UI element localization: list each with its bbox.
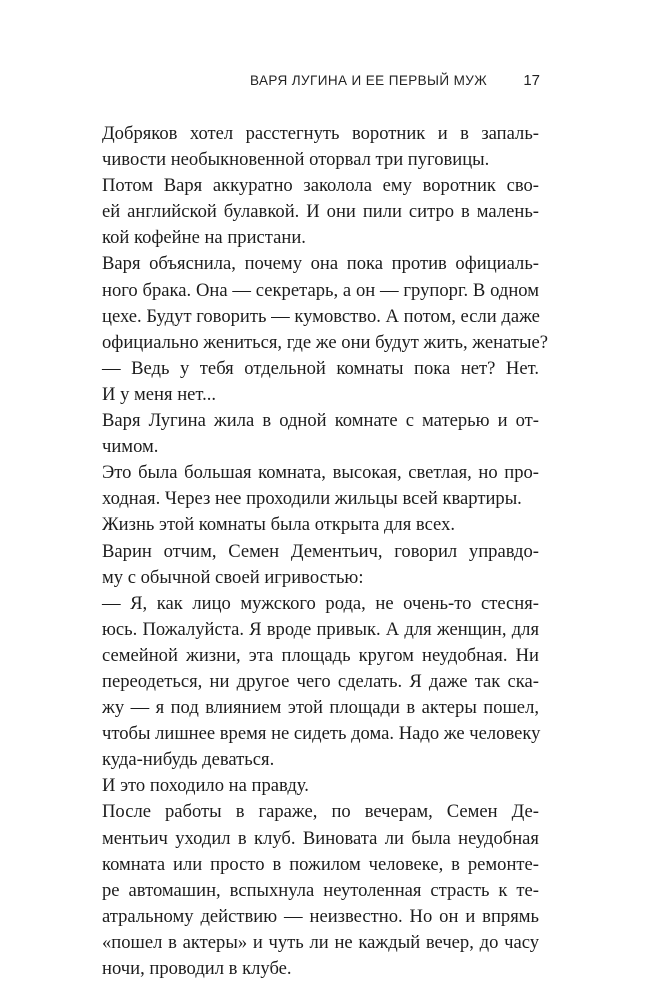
text-line: Потом Варя аккуратно заколола ему воротник сво- [102,175,539,197]
text-line: жу — я под влиянием этой площади в актеры пошел, [102,697,539,719]
text-line: комната или просто в пожилом человеке, в ремонте- [102,853,539,875]
text-line: Варя Лугина жила в одной комнате с матерью и от- [102,410,539,432]
text-line: куда-нибудь деваться. [102,749,275,771]
body-text [102,121,548,982]
text-line: семейной жизни, эта площадь кругом неудобная. Ни [102,644,539,666]
text-line: ментьич уходил в клуб. Виновата ли была неудобная [102,827,539,849]
text-line: му с обычной своей игривостью: [102,566,364,588]
text-line: ночи, проводил в клубе. [102,958,292,979]
text-line: атральному действию — неизвестно. Но он и впрямь [102,905,539,927]
text-line: — Ведь у тебя отдельной комнаты пока нет? Нет. [102,357,539,379]
text-line: юсь. Пожалуйста. Я вроде привык. А для женщин, для [102,618,539,640]
text-line: Жизнь этой комнаты была открыта для всех. [102,514,456,536]
text-line: «пошел в актеры» и чуть ли не каждый вечер, до часу [102,931,539,953]
text-line: переодеться, ни другое чего сделать. Я даже так ска- [102,670,539,692]
text-line: После работы в гараже, по вечерам, Семен Де- [102,801,539,823]
running-head-title: ВАРЯ ЛУГИНА И ЕЕ ПЕРВЫЙ МУЖ [250,73,488,88]
text-line: ходная. Через нее проходили жильцы всей квартиры. [102,488,522,510]
text-line: — Я, как лицо мужского рода, не очень-то стесня- [102,592,539,614]
text-line: официально жениться, где же они будут жить, женатые? [102,331,548,353]
text-line: И у меня нет... [102,383,217,405]
text-line: Это была большая комната, высокая, светлая, но про- [102,462,539,484]
text-line: И это походило на правду. [102,775,309,797]
text-line: чивости необыкновенной оторвал три пуговицы. [102,149,490,171]
text-line: ного брака. Она — секретарь, а он — групорг. В одном [102,279,539,301]
running-head [250,73,540,93]
text-line: чтобы лишнее время не сидеть дома. Надо же человеку [102,723,541,745]
text-line: Варин отчим, Семен Дементьич, говорил управдо- [102,540,539,562]
text-line: ре автомашин, вспыхнула неутоленная страсть к те- [102,879,539,901]
text-line: цехе. Будут говорить — кумовство. А потом, если даже [102,305,540,327]
page-number: 17 [523,72,540,89]
text-line: кой кофейне на пристани. [102,227,306,249]
text-line: чимом. [102,436,159,458]
text-line: Варя объяснила, почему она пока против официаль- [102,253,539,275]
text-line: Добряков хотел расстегнуть воротник и в запаль- [102,123,539,144]
text-line: ей английской булавкой. И они пили ситро в малень- [102,201,539,223]
